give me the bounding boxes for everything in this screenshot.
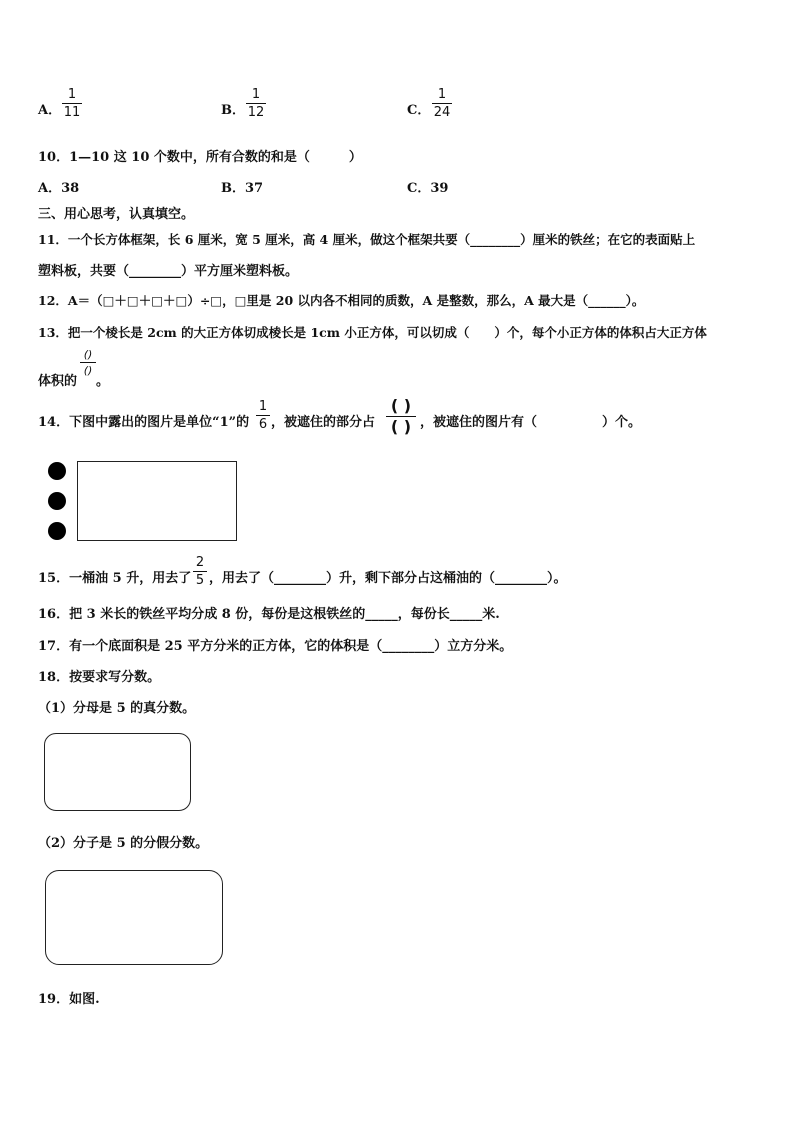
q13-line-2-prefix: 体积的 bbox=[38, 374, 78, 389]
q10-option-b: B．37 bbox=[221, 181, 264, 196]
q16-text: 16．把 3 米长的铁丝平均分成 8 份，每份是这根铁丝的_____，每份长_____米. bbox=[38, 607, 500, 622]
q10-option-a: A．38 bbox=[38, 181, 80, 196]
q14-paren-fraction: ( ) ( ) bbox=[386, 398, 416, 435]
visible-picture-dot-2 bbox=[48, 492, 66, 510]
visible-picture-dot-3 bbox=[48, 522, 66, 540]
q15-prefix: 15．一桶油 5 升，用去了 bbox=[38, 571, 192, 586]
q9-option-a-label: A． bbox=[38, 103, 62, 118]
q9-option-b-fraction: 1 12 bbox=[247, 87, 265, 120]
q19-text: 19．如图. bbox=[38, 992, 100, 1007]
q9-option-a-fraction: 1 11 bbox=[63, 87, 81, 120]
q14-middle: ，被遮住的部分占 bbox=[271, 415, 376, 430]
q18-part-1: （1）分母是 5 的真分数。 bbox=[38, 701, 196, 716]
covering-rectangle bbox=[77, 461, 237, 541]
q14-fraction: 1 6 bbox=[256, 400, 270, 431]
q11-line-2: 塑料板，共要（________）平方厘米塑料板。 bbox=[38, 264, 299, 279]
q14-suffix: ，被遮住的图片有（ ）个。 bbox=[420, 415, 642, 430]
q11-line-1: 11．一个长方体框架，长 6 厘米，宽 5 厘米，高 4 厘米，做这个框架共要（________）厘米的铁丝；在它的表面贴上 bbox=[38, 232, 696, 247]
q10-option-c: C．39 bbox=[407, 181, 449, 196]
q12-text: 12．A＝（□＋□＋□＋□）÷□，□里是 20 以内各不相同的质数，A 是整数，那么，A 最大是（______）。 bbox=[38, 293, 645, 308]
q18-title: 18．按要求写分数。 bbox=[38, 670, 161, 685]
answer-box-2[interactable] bbox=[45, 870, 223, 965]
q17-text: 17．有一个底面积是 25 平方分米的正方体，它的体积是（________）立方分米。 bbox=[38, 639, 513, 654]
q14-prefix: 14．下图中露出的图片是单位“1”的 bbox=[38, 415, 250, 430]
q15-fraction: 2 5 bbox=[193, 556, 207, 587]
q13-line-2-suffix: 。 bbox=[96, 374, 110, 389]
visible-picture-dot-1 bbox=[48, 462, 66, 480]
q15-suffix: ，用去了（________）升，剩下部分占这桶油的（________）。 bbox=[209, 571, 567, 586]
section-3-title: 三、用心思考，认真填空。 bbox=[38, 207, 195, 222]
q13-line-1: 13．把一个棱长是 2cm 的大正方体切成棱长是 1cm 小正方体，可以切成（ ）个，每个小正方体的体积占大正方体 bbox=[38, 325, 707, 340]
answer-box-1[interactable] bbox=[44, 733, 191, 811]
q9-option-c-fraction: 1 24 bbox=[433, 87, 451, 120]
q9-option-b-label: B． bbox=[221, 103, 245, 118]
q13-fraction: () () bbox=[80, 349, 96, 376]
q18-part-2: （2）分子是 5 的分假分数。 bbox=[38, 836, 209, 851]
q10-text: 10．1—10 这 10 个数中，所有合数的和是（ ） bbox=[38, 150, 362, 165]
q9-option-c-label: C． bbox=[407, 103, 431, 118]
